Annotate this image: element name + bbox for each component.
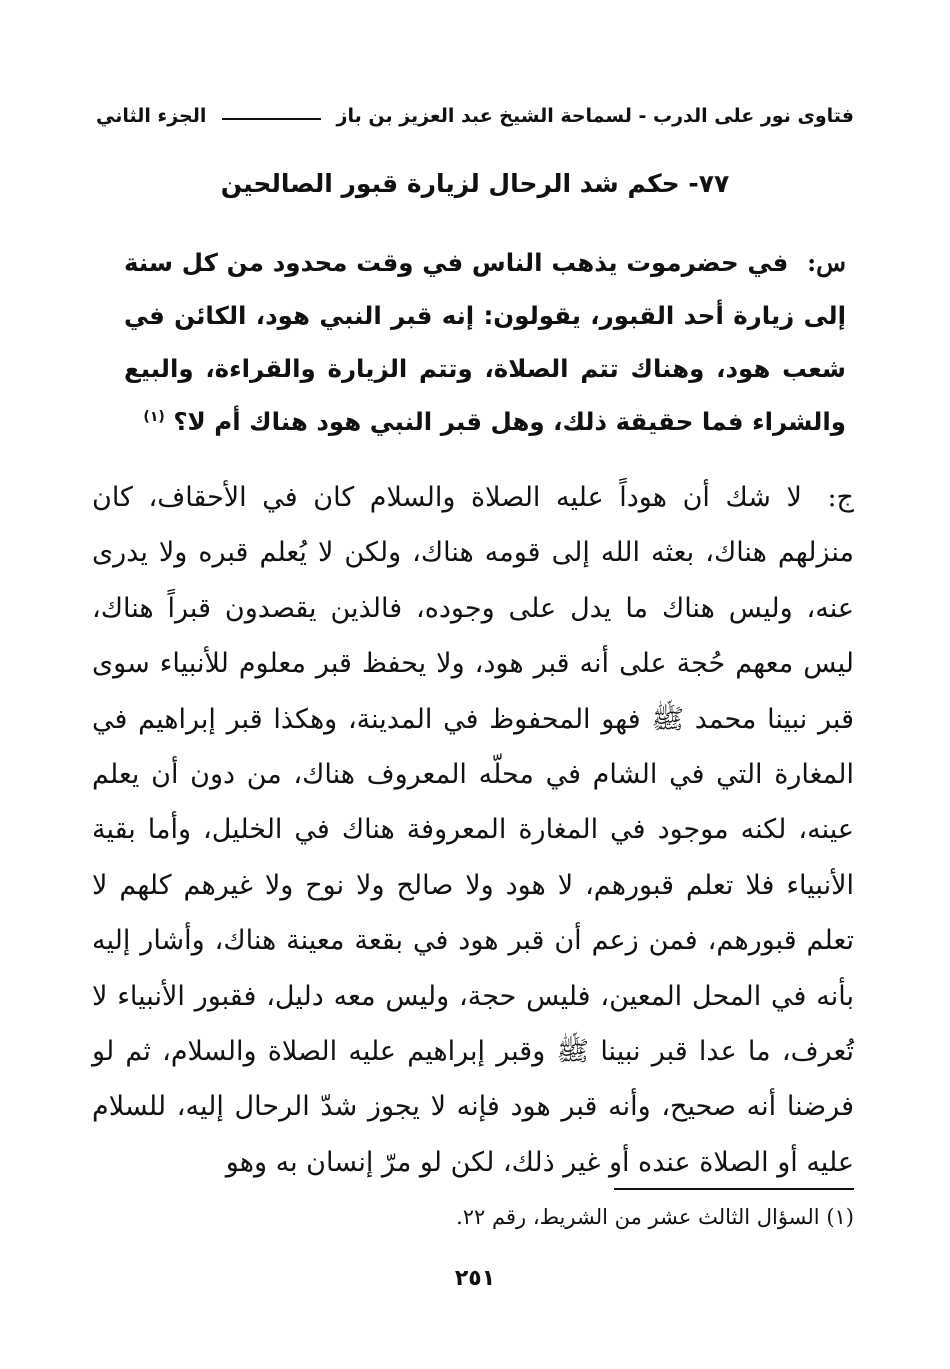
- question-marker: س:: [807, 248, 847, 277]
- header-separator-line: [222, 118, 320, 120]
- page-number: ٢٥١: [454, 1266, 496, 1291]
- footnote-divider: [614, 1188, 854, 1190]
- volume-label: الجزء الثاني: [96, 105, 207, 127]
- answer-marker: ج:: [827, 482, 854, 513]
- footnote: (١) السؤال الثالث عشر من الشريط، رقم ٢٢.: [456, 1205, 854, 1229]
- footnote-reference: (١): [143, 408, 165, 425]
- book-title: فتاوى نور على الدرب - لسماحة الشيخ عبد العزيز بن باز: [336, 105, 854, 127]
- answer-block: [92, 470, 854, 1190]
- running-header: [96, 96, 854, 136]
- question-text: في حضرموت يذهب الناس في وقت محدود من كل سنة إلى زيارة أحد القبور، يقولون: إنه قبر النبي هود، الكائن في شعب هود، وهناك تتم الصلاة، وتتم الزيارة والقراءة، والبيع والشراء فما حقيقة ذلك، وهل قبر النبي هود هناك أم لا؟: [124, 248, 846, 436]
- fatwa-title: ٧٧- حكم شد الرحال لزيارة قبور الصالحين: [220, 169, 730, 198]
- answer-text: لا شك أن هوداً عليه الصلاة والسلام كان في الأحقاف، كان منزلهم هناك، بعثه الله إلى قومه هناك، ولكن لا يُعلم قبره ولا يدرى عنه، وليس هناك ما يدل على وجوده، فالذين يقصدون قبراً هناك، ليس معهم حُجة على أنه قبر هود، ولا يحفظ قبر معلوم للأنبياء سوى قبر نبينا محمد ﷺ فهو المحفوظ في المدينة، وهكذا قبر إبراهيم في المغارة التي في الشام في محلّه المعروف هناك، من دون أن يعلم عينه، لكنه موجود في المغارة المعروفة هناك في الخليل، وأما بقية الأنبياء فلا تعلم قبورهم، لا هود ولا صالح ولا نوح ولا غيرهم كلهم لا تعلم قبورهم، فمن زعم أن قبر هود في بقعة معينة هناك، وأشار إليه بأنه في المحل المعين، فليس حجة، وليس معه دليل، فقبور الأنبياء لا تُعرف، ما عدا قبر نبينا ﷺ وقبر إبراهيم عليه الصلاة والسلام، ثم لو فرضنا أنه صحيح، وأنه قبر هود فإنه لا يجوز شدّ الرحال إليه، للسلام عليه أو الصلاة عنده أو غير ذلك، لكن لو مرّ إنسان به وهو: [92, 482, 854, 1178]
- question-block: [124, 236, 846, 448]
